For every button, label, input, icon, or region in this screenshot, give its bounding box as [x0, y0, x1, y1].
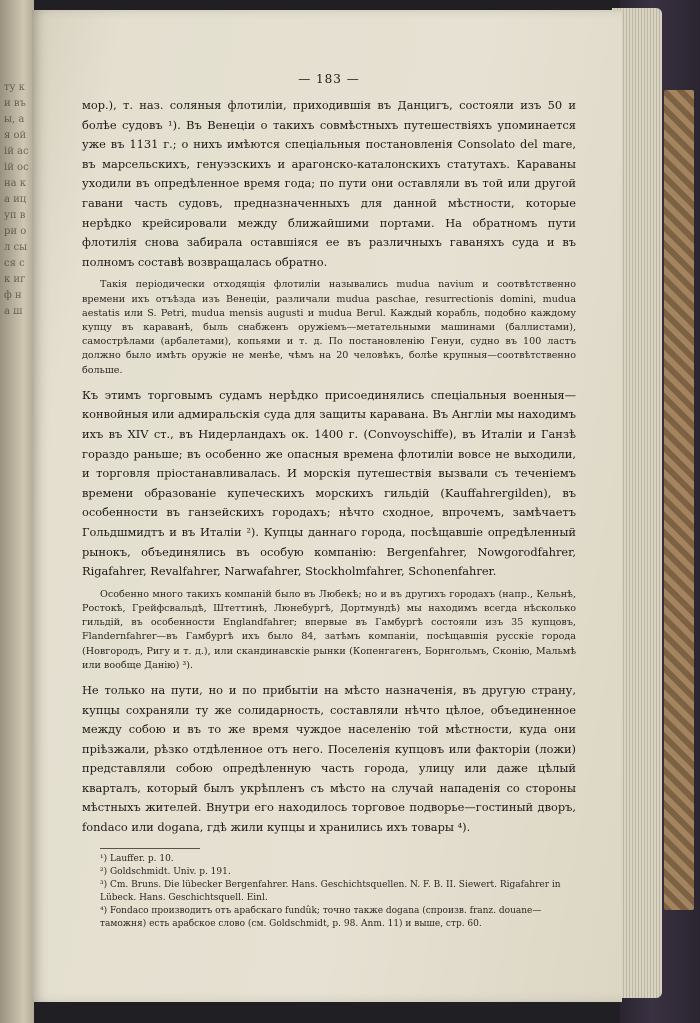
page-number: — 183 —	[298, 72, 360, 86]
left-page	[0, 0, 34, 1023]
paragraph-1: мор.), т. наз. соляныя флотиліи, приходившія въ Данцигъ, состояли изъ 50 и болѣе судовъ ¹). Въ Венеціи о такихъ совмѣстныхъ путешествіяхъ упоминается уже въ 1131 г.; о нихъ имѣются спеціальныя постановленія Consolato del mare, въ марсельскихъ, генуэзскихъ и арагонско-каталонскихъ статутахъ. Караваны уходили въ опредѣленное время года; по пути они оставляли въ той или другой гавани часть судовъ, предназначенныхъ для данной мѣстности, которые нерѣдко крейсировали между ближайшими портами. На обратномъ пути флотилія снова забирала оставшіяся ее въ различныхъ гаваняхъ суда и въ полномъ составѣ возвращалась обратно.	[82, 98, 576, 269]
small-print-note-2: Особенно много такихъ компаній было въ Любекѣ; но и въ другихъ городахъ (напр., Кельнѣ, Ростокѣ, Грейфсвальдѣ, Штеттинѣ, Люнебургѣ, Дортмундѣ) мы находимъ всегда нѣсколько гильдій, въ особенности Englandfahrer; впервые въ Гамбургѣ состояли изъ 35 купцовъ, Flandernfahrer—въ Гамбургѣ ихъ было 84, затѣмъ компаніи, посѣщавшія русскіе города (Новгородъ, Ригу и т. д.), или скандинавскіе рынки (Копенгагенъ, Борнгольмъ, Сконію, Мальмѣ или вообще Данію) ³).	[82, 588, 576, 671]
paragraph-3: Не только на пути, но и по прибытіи на мѣсто назначенія, въ другую страну, купцы сохраняли ту же солидарность, составляли нѣчто цѣлое, объединенное между собою и въ то же время чуждое населенію той мѣстности, куда они пріѣзжали, рѣзко отдѣленное отъ него. Поселенія купцовъ или факторіи (ложи) представляли собою опредѣленную часть города, улицу или даже цѣлый кварталъ, который былъ укрѣпленъ съ мѣсто на случай нападенія со стороны мѣстныхъ жителей. Внутри его находилось торговое подворье—гостиный дворъ, fondaco или dogana, гдѣ жили купцы и хранились ихъ товары ⁴).	[82, 682, 576, 835]
paragraph-2: Къ этимъ торговымъ судамъ нерѣдко присоединялись спеціальныя военныя—конвойныя или адмиральскія суда для защиты каравана. Въ Англіи мы находимъ ихъ въ XIV ст., въ Нидерландахъ ок. 1400 г. (Convoyschiffe), въ Италіи и Ганзѣ гораздо раньше; въ особенно же опасныя времена флотиліи вовсе не выходили, и торговля пріостанавливалась. И морскія путешествія вызвали съ теченіемъ времени образованіе купеческихъ морскихъ гильдій (Kauffahrergilden), въ особенности въ ганзейскихъ городахъ; нѣчто сходное, впрочемъ, замѣчаетъ Гольдшмидтъ и въ Италіи ²). Купцы даннаго города, посѣщавшіе опредѣленный рынокъ, объединялись въ особую компанію: Bergenfahrer, Nowgorodfahrer, Rigafahrer, Revalfahrer, Narwafahrer, Stockholmfahrer, Schonenfahrer.	[82, 387, 576, 579]
footnote-divider	[100, 848, 200, 849]
body-text	[82, 96, 576, 838]
left-page-text-fragment: ту ки въ ы, ая ой ій ас ій ос на ка иц уп в ри ол сы ся ск иг ф н а ш	[4, 82, 29, 317]
footnote-1: ¹) Lauffer. p. 10.	[100, 853, 174, 864]
small-print-note-1: Такія періодически отходящія флотиліи назывались mudua navium и соотвѣтственно времени ихъ отъѣзда изъ Венеціи, различали mudua paschae, resurrectionis domini, mudua aestatis или S. Petri, mudua mensis augusti и mudua Berul. Каждый корабль, подобно каждому купцу въ караванѣ, быль снабженъ оружіемъ—метательными машинами (баллистами), самострѣлами (арбалетами), копьями и т. д. По постановленію Генуи, судно въ 100 ластъ должно было имѣть оружіе не менѣе, чѣмъ на 20 человѣкъ, болѣе крупныя—соотвѣтственно больше.	[82, 279, 576, 376]
footnotes	[82, 848, 576, 931]
footnote-4: ⁴) Fondaco производитъ отъ арабскаго fundûk; точно также dogana (спроизв. franz. douane—таможня) есть арабское слово (см. Goldschmidt, p. 98. Anm. 11) и выше, стр. 60.	[100, 905, 542, 929]
document-page	[32, 10, 622, 1002]
cover-ornament	[664, 90, 694, 910]
footnote-3: ³) Cm. Bruns. Die lübecker Bergenfahrer. Hans. Geschichtsquellen. N. F. B. II. Siewert. Rigafahrer in Lübeck. Hans. Geschichtsquell. Einl.	[100, 879, 561, 903]
footnote-2: ²) Goldschmidt. Univ. p. 191.	[100, 866, 231, 877]
